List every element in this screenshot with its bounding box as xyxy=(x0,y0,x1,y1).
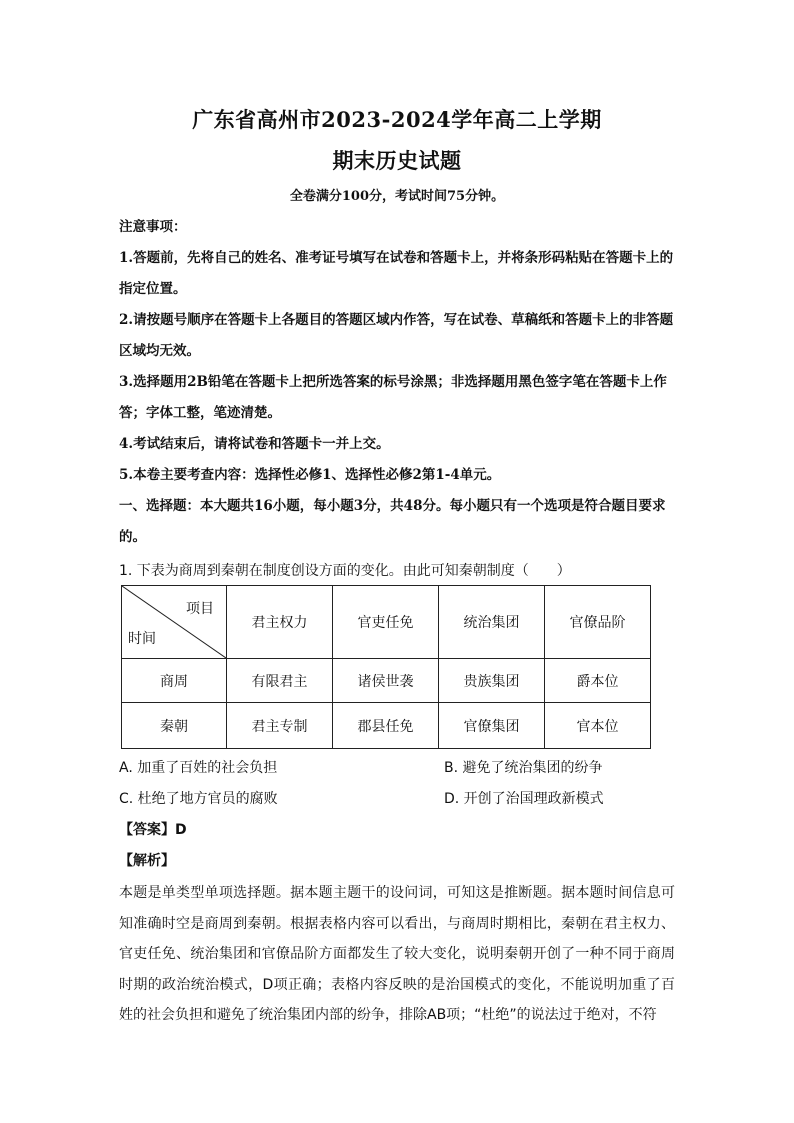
question-1-table xyxy=(121,585,651,749)
note-3: 3.选择题用2B铅笔在答题卡上把所选答案的标号涂黑；非选择题用黑色签字笔在答题卡上作答；字体工整，笔迹清楚。 xyxy=(119,374,667,421)
table-cell: 君主专制 xyxy=(227,703,333,749)
table-cell: 官僚集团 xyxy=(439,703,545,749)
analysis-heading: 【解析】 xyxy=(119,853,175,869)
table-cell: 官本位 xyxy=(545,703,651,749)
table-cell: 贵族集团 xyxy=(439,659,545,703)
note-4: 4.考试结束后，请将试卷和答题卡一并上交。 xyxy=(119,436,390,452)
option-a: A. 加重了百姓的社会负担 xyxy=(119,760,278,776)
column-header: 君主权力 xyxy=(227,586,333,659)
column-header: 官吏任免 xyxy=(333,586,439,659)
note-1: 1.答题前，先将自己的姓名、准考证号填写在试卷和答题卡上，并将条形码粘贴在答题卡上的指定位置。 xyxy=(119,250,674,297)
notes-heading: 注意事项： xyxy=(119,219,187,235)
table-cell: 爵本位 xyxy=(545,659,651,703)
title-line-2: 期末历史试题 xyxy=(332,148,462,173)
question-1-stem: 1. 下表为商周到秦朝在制度创设方面的变化。由此可知秦朝制度（ ） xyxy=(119,563,571,579)
note-2: 2.请按题号顺序在答题卡上各题目的答题区域内作答，写在试卷、草稿纸和答题卡上的非答题区域均无效。 xyxy=(119,312,674,359)
table-cell: 有限君主 xyxy=(227,659,333,703)
answer-label: 【答案】D xyxy=(119,822,187,838)
note-5: 5.本卷主要考查内容：选择性必修1、选择性必修2第1-4单元。 xyxy=(119,467,501,483)
corner-row-label: 时间 xyxy=(128,631,156,647)
table-row xyxy=(122,659,651,703)
column-header: 官僚品阶 xyxy=(545,586,651,659)
row-label: 秦朝 xyxy=(122,703,227,749)
row-label: 商周 xyxy=(122,659,227,703)
option-b: B. 避免了统治集团的纷争 xyxy=(444,760,603,776)
title-line-1: 广东省高州市2023-2024学年高二上学期 xyxy=(192,107,602,132)
table-row xyxy=(122,703,651,749)
corner-header-label: 项目 xyxy=(186,601,214,617)
table-cell: 郡县任免 xyxy=(333,703,439,749)
subtitle: 全卷满分100分，考试时间75分钟。 xyxy=(289,189,505,204)
table-cell: 诸侯世袭 xyxy=(333,659,439,703)
table-corner-cell xyxy=(122,586,227,659)
option-c: C. 杜绝了地方官员的腐败 xyxy=(119,791,278,807)
column-header: 统治集团 xyxy=(439,586,545,659)
option-d: D. 开创了治国理政新模式 xyxy=(444,791,604,807)
section-heading: 一、选择题：本大题共16小题，每小题3分，共48分。每小题只有一个选项是符合题目要求的。 xyxy=(119,498,666,545)
analysis-text: 本题是单类型单项选择题。据本题主题干的设问词，可知这是推断题。据本题时间信息可知准确时空是商周到秦朝。根据表格内容可以看出，与商周时期相比，秦朝在君主权力、官吏任免、统治集团和官僚品阶方面都发生了较大变化，说明秦朝开创了一种不同于商周时期的政治统治模式，D项正确；表格内容反映的是治国模式的变化，不能说明加重了百姓的社会负担和避免了统治集团内部的纷争，排除AB项；“杜绝”的说法过于绝对，不符 xyxy=(119,885,675,1023)
